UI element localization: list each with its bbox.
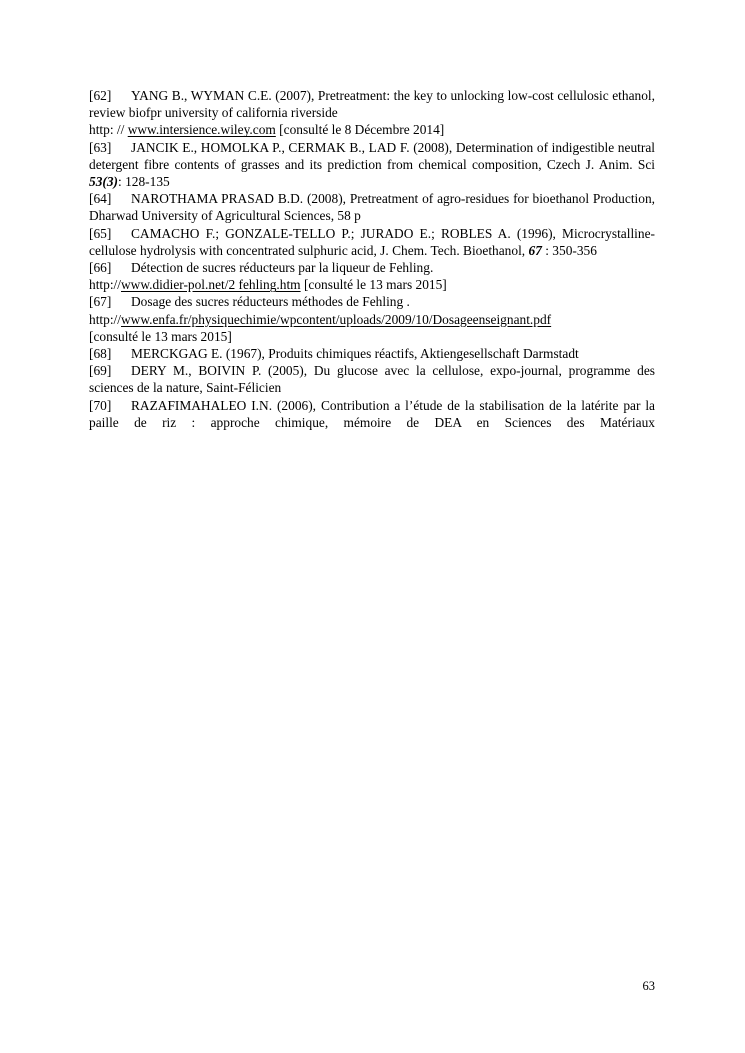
reference-text: Dosage des sucres réducteurs méthodes de Fehling . xyxy=(131,294,410,310)
url-prefix: http: // xyxy=(89,122,128,138)
reference-70 xyxy=(89,397,655,431)
reference-text: NAROTHAMA PRASAD B.D. (2008), Pretreatment of agro-residues for bioethanol Production, Dharwad University of Agricultural Sciences, 58 p xyxy=(89,191,655,224)
url-prefix: http:// xyxy=(89,311,121,327)
reference-text: YANG B., WYMAN C.E. (2007), Pretreatment: the key to unlocking low-cost cellulosic ethanol, review biofpr university of california riverside xyxy=(89,88,655,121)
reference-64 xyxy=(89,190,655,224)
reference-62 xyxy=(89,87,655,139)
reference-69 xyxy=(89,362,655,396)
reference-number: [62] xyxy=(89,88,112,103)
reference-text: Détection de sucres réducteurs par la liqueur de Fehling. xyxy=(131,260,434,276)
reference-text: JANCIK E., HOMOLKA P., CERMAK B., LAD F. (2008), Determination of indigestible neutral detergent fibre contents of grasses and its prediction from chemical composition, Czech J. Anim. Sci xyxy=(89,139,655,172)
reference-number: [65] xyxy=(89,225,112,241)
reference-63 xyxy=(89,139,655,191)
page-number: 63 xyxy=(642,979,655,993)
reference-number: [66] xyxy=(89,260,112,276)
reference-list xyxy=(89,87,655,431)
reference-link[interactable]: www.didier-pol.net/2 fehling.htm xyxy=(121,277,301,293)
reference-66 xyxy=(89,259,655,293)
reference-number: [70] xyxy=(89,397,112,413)
reference-68 xyxy=(89,345,655,362)
reference-link[interactable]: www.enfa.fr/physiquechimie/wpcontent/uploads/2009/10/Dosageenseignant.pdf xyxy=(121,311,552,327)
reference-65 xyxy=(89,225,655,259)
reference-text: MERCKGAG E. (1967), Produits chimiques réactifs, Aktiengesellschaft Darmstadt xyxy=(131,346,579,362)
consultation-date: [consulté le 13 mars 2015] xyxy=(300,277,447,293)
reference-text: CAMACHO F.; GONZALE-TELLO P.; JURADO E.; ROBLES A. (1996), Microcrystalline-cellulose hydrolysis with concentrated sulphuric acid, J. Chem. Tech. Bioethanol, xyxy=(89,225,655,258)
reference-volume: 67 xyxy=(528,242,542,258)
reference-number: [64] xyxy=(89,191,112,207)
reference-pages: : 350-356 xyxy=(541,242,597,258)
reference-link[interactable]: www.intersience.wiley.com xyxy=(127,122,276,138)
reference-number: [69] xyxy=(89,363,112,379)
reference-pages: : 128-135 xyxy=(118,174,170,190)
reference-67 xyxy=(89,293,655,345)
reference-number: [68] xyxy=(89,346,112,362)
consultation-date: [consulté le 8 Décembre 2014] xyxy=(275,122,445,138)
reference-number: [67] xyxy=(89,294,112,310)
reference-text: RAZAFIMAHALEO I.N. (2006), Contribution a l’étude de la stabilisation de la latérite par la paille de riz : approche chimique, mémoire de DEA en Sciences des Matériaux xyxy=(89,397,655,430)
reference-volume: 53(3) xyxy=(89,174,119,190)
reference-text: DERY M., BOIVIN P. (2005), Du glucose avec la cellulose, expo-journal, programme des sciences de la nature, Saint-Félicien xyxy=(89,363,655,396)
reference-number: [63] xyxy=(89,139,112,155)
url-prefix: http:// xyxy=(89,277,121,293)
consultation-date: [consulté le 13 mars 2015] xyxy=(89,328,232,344)
